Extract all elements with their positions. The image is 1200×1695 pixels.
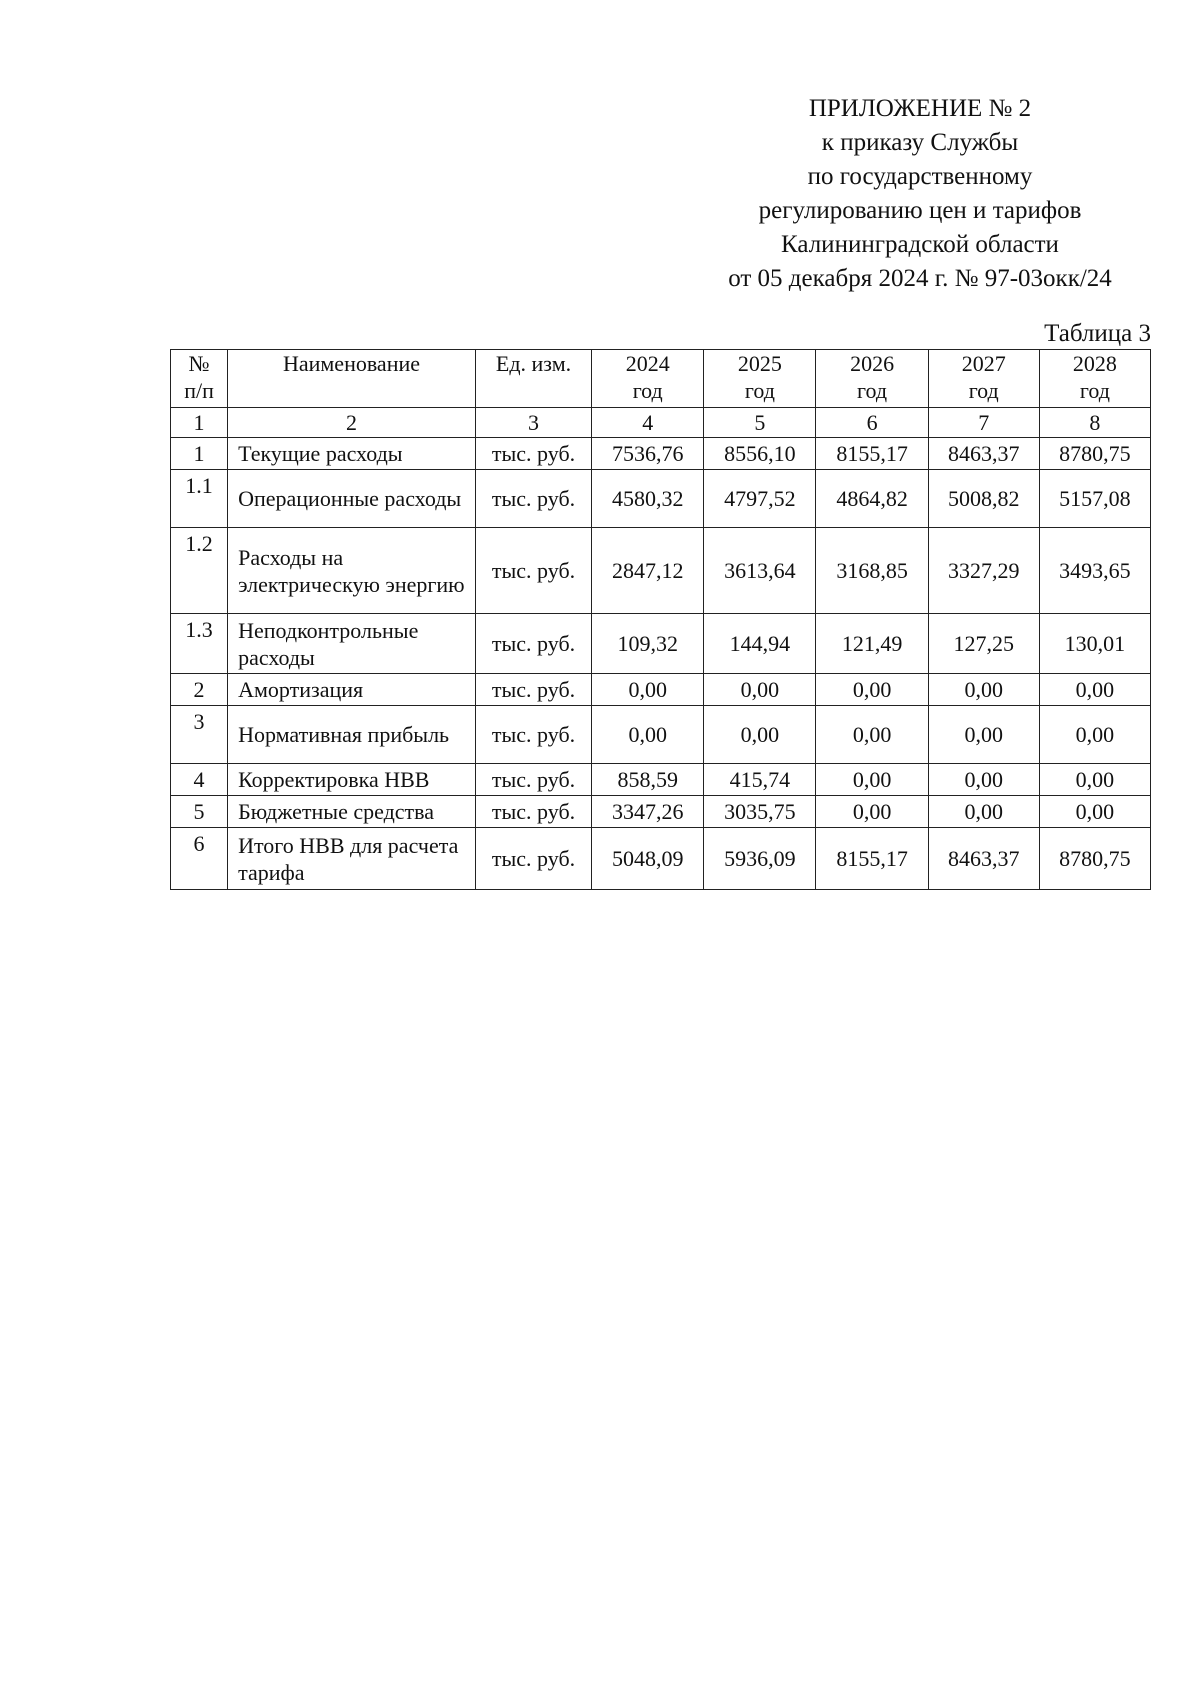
column-index: 1 [171,408,228,438]
table-row-operating-expenses [171,470,1151,528]
row-value-2024: 4580,32 [592,470,704,528]
row-value-2026: 0,00 [816,706,928,764]
table-header-row [171,350,1151,408]
header-num-line2: п/п [184,378,214,403]
row-name: Текущие расходы [228,438,476,470]
row-num: 1.3 [171,614,228,674]
row-value-2027: 0,00 [928,706,1039,764]
row-value-2027: 0,00 [928,764,1039,796]
header-year-2025 [704,350,816,408]
row-value-2027: 5008,82 [928,470,1039,528]
row-value-2025: 144,94 [704,614,816,674]
row-value-2026: 0,00 [816,764,928,796]
row-value-2028: 130,01 [1039,614,1150,674]
row-value-2028: 0,00 [1039,674,1150,706]
row-value-2028: 0,00 [1039,706,1150,764]
header-year-value: 2024 [625,351,670,376]
header-num [171,350,228,408]
row-value-2027: 127,25 [928,614,1039,674]
row-num: 2 [171,674,228,706]
appendix-line-region: Калининградской области [781,231,1059,258]
header-year-2024 [592,350,704,408]
row-value-2025: 4797,52 [704,470,816,528]
table-row-electricity-expenses [171,528,1151,614]
table-row-amortization [171,674,1151,706]
column-index: 5 [704,408,816,438]
row-unit: тыс. руб. [475,796,591,828]
row-value-2024: 3347,26 [592,796,704,828]
row-value-2025: 5936,09 [704,828,816,890]
row-value-2024: 5048,09 [592,828,704,890]
row-value-2025: 415,74 [704,764,816,796]
row-value-2027: 0,00 [928,674,1039,706]
header-year-suffix: год [1079,378,1110,403]
row-value-2025: 0,00 [704,674,816,706]
header-year-suffix: год [968,378,999,403]
column-index: 2 [228,408,476,438]
row-name: Неподконтрольные расходы [228,614,476,674]
table-row-budget-funds [171,796,1151,828]
row-value-2025: 0,00 [704,706,816,764]
row-num: 6 [171,828,228,890]
header-num-line1: № [188,351,210,376]
appendix-line-service: по государственному [807,163,1033,190]
row-unit: тыс. руб. [475,764,591,796]
row-value-2026: 121,49 [816,614,928,674]
row-name: Корректировка НВВ [228,764,476,796]
table-label: Таблица 3 [1044,320,1151,347]
row-value-2024: 2847,12 [592,528,704,614]
row-value-2024: 0,00 [592,674,704,706]
header-year-suffix: год [857,378,888,403]
appendix-header [660,92,1180,296]
row-unit: тыс. руб. [475,674,591,706]
header-name: Наименование [228,350,476,408]
row-unit: тыс. руб. [475,614,591,674]
row-value-2024: 109,32 [592,614,704,674]
row-value-2028: 5157,08 [1039,470,1150,528]
appendix-line-order: к приказу Службы [821,129,1019,156]
column-index: 4 [592,408,704,438]
row-value-2028: 0,00 [1039,796,1150,828]
column-index-row [171,408,1151,438]
row-num: 1.2 [171,528,228,614]
header-year-value: 2025 [737,351,782,376]
column-index: 7 [928,408,1039,438]
row-value-2026: 4864,82 [816,470,928,528]
table-row-current-expenses [171,438,1151,470]
row-value-2028: 8780,75 [1039,438,1150,470]
column-index: 3 [475,408,591,438]
row-value-2027: 3327,29 [928,528,1039,614]
row-name: Нормативная прибыль [228,706,476,764]
row-name: Амортизация [228,674,476,706]
row-value-2025: 8556,10 [704,438,816,470]
table-row-normative-profit [171,706,1151,764]
row-value-2025: 3613,64 [704,528,816,614]
row-unit: тыс. руб. [475,528,591,614]
row-num: 1.1 [171,470,228,528]
row-num: 5 [171,796,228,828]
appendix-line-date: от 05 декабря 2024 г. № 97-03окк/24 [728,265,1112,292]
row-num: 3 [171,706,228,764]
row-value-2024: 7536,76 [592,438,704,470]
header-year-suffix: год [744,378,775,403]
column-index: 6 [816,408,928,438]
row-value-2024: 0,00 [592,706,704,764]
header-year-value: 2026 [850,351,895,376]
row-value-2026: 0,00 [816,796,928,828]
header-year-2026 [816,350,928,408]
row-name: Расходы на электрическую энергию [228,528,476,614]
header-year-2027 [928,350,1039,408]
row-name: Бюджетные средства [228,796,476,828]
row-num: 4 [171,764,228,796]
header-unit: Ед. изм. [475,350,591,408]
header-year-2028 [1039,350,1150,408]
table-row-uncontrolled-expenses [171,614,1151,674]
header-year-value: 2027 [961,351,1006,376]
header-year-value: 2028 [1072,351,1117,376]
row-value-2026: 8155,17 [816,438,928,470]
row-value-2025: 3035,75 [704,796,816,828]
row-unit: тыс. руб. [475,470,591,528]
row-value-2027: 0,00 [928,796,1039,828]
row-unit: тыс. руб. [475,438,591,470]
row-value-2027: 8463,37 [928,438,1039,470]
appendix-title: ПРИЛОЖЕНИЕ № 2 [808,95,1032,122]
table-row-nvv-adjustment [171,764,1151,796]
row-value-2024: 858,59 [592,764,704,796]
row-value-2026: 0,00 [816,674,928,706]
row-unit: тыс. руб. [475,828,591,890]
row-name: Операционные расходы [228,470,476,528]
tariff-table [170,349,1151,890]
row-value-2028: 3493,65 [1039,528,1150,614]
row-value-2027: 8463,37 [928,828,1039,890]
appendix-line-regulation: регулированию цен и тарифов [758,197,1082,224]
row-unit: тыс. руб. [475,706,591,764]
row-value-2026: 3168,85 [816,528,928,614]
table-row-total-nvv [171,828,1151,890]
row-name: Итого НВВ для расчета тарифа [228,828,476,890]
row-num: 1 [171,438,228,470]
header-year-suffix: год [632,378,663,403]
column-index: 8 [1039,408,1150,438]
row-value-2028: 8780,75 [1039,828,1150,890]
row-value-2028: 0,00 [1039,764,1150,796]
row-value-2026: 8155,17 [816,828,928,890]
